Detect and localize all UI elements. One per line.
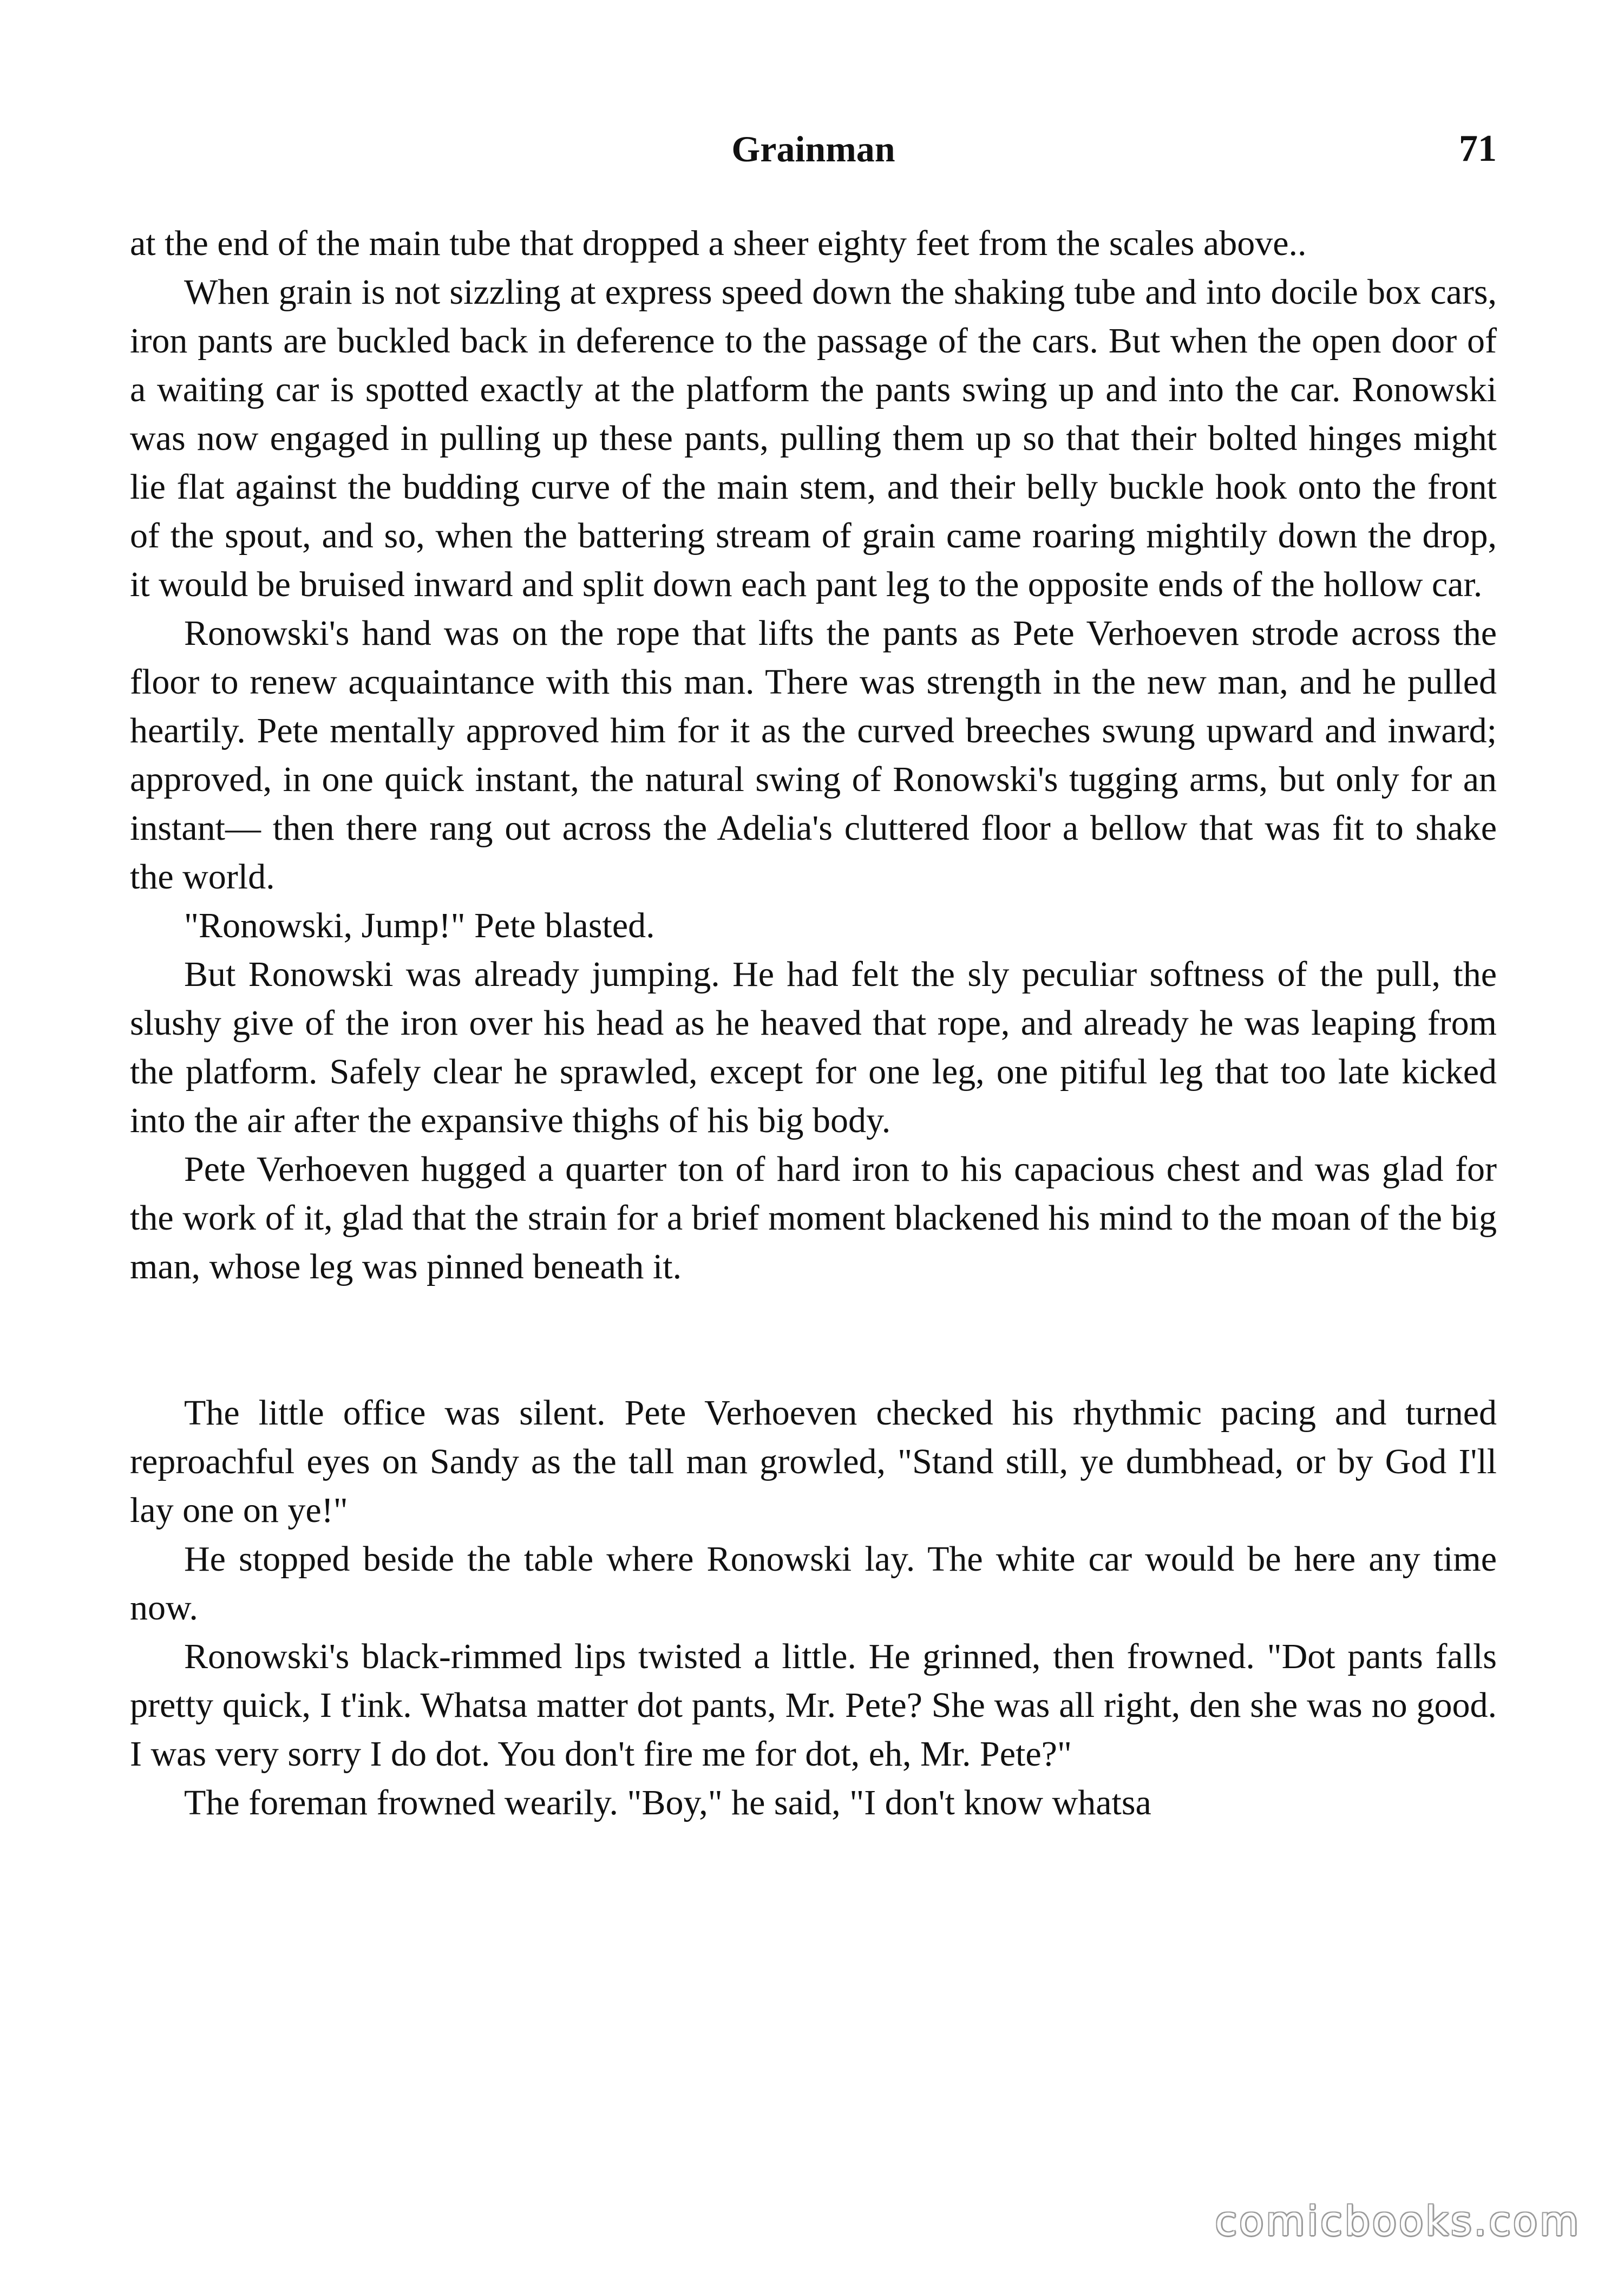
paragraph: at the end of the main tube that dropped a sheer eighty feet from the scales above.. [130, 224, 1307, 263]
paragraph: He stopped beside the table where Ronowski lay. The white car would be here any time now. [130, 1539, 1497, 1628]
body-text [130, 219, 1497, 1827]
paragraph: The foreman frowned wearily. "Boy," he said, "I don't know whatsa [184, 1783, 1151, 1822]
paragraph: Pete Verhoeven hugged a quarter ton of hard iron to his capacious chest and was glad for the work of it, glad that the strain for a brief moment blackened his mind to the moan of the big man, whose leg was pinned beneath it. [130, 1149, 1497, 1286]
paragraph: But Ronowski was already jumping. He had felt the sly peculiar softness of the pull, the slushy give of the iron over his head as he heaved that rope, and already he was leaping from the platform. Safely clear he sprawled, except for one leg, one pitiful leg that too late kicked into the air after the expansive thighs of his big body. [130, 955, 1497, 1140]
watermark: comicbooks.com [1215, 2198, 1581, 2245]
paragraph: The little office was silent. Pete Verhoeven checked his rhythmic pacing and turned reproachful eyes on Sandy as the tall man growled, "Stand still, ye dumbhead, or by God I'll lay one on ye!" [130, 1393, 1497, 1530]
paragraph: "Ronowski, Jump!" Pete blasted. [184, 906, 655, 945]
paragraph: Ronowski's hand was on the rope that lifts the pants as Pete Verhoeven strode across the floor to renew acquaintance with this man. There was strength in the new man, and he pulled heartily. Pete mentally approved him for it as the curved breeches swung upward and inward; approved, in one quick instant, the natural swing of Ronowski's tugging arms, but only for an instant— then there rang out across the Adelia's cluttered floor a bellow that was fit to shake the world. [130, 613, 1497, 897]
page-number: 71 [1459, 128, 1497, 169]
page-header [130, 122, 1497, 181]
running-head: Grainman [731, 128, 895, 169]
section-break [130, 1291, 1497, 1389]
paragraph: When grain is not sizzling at express speed down the shaking tube and into docile box cars, iron pants are buckled back in deference to the passage of the cars. But when the open door of a waiting car is spotted exactly at the platform the pants swing up and into the car. Ronowski was now engaged in pulling up these pants, pulling them up so that their bolted hinges might lie flat against the budding curve of the main stem, and their belly buckle hook onto the front of the spout, and so, when the battering stream of grain came roaring mightily down the drop, it would be bruised inward and split down each pant leg to the opposite ends of the hollow car. [130, 272, 1497, 604]
paragraph: Ronowski's black-rimmed lips twisted a little. He grinned, then frowned. "Dot pants falls pretty quick, I t'ink. Whatsa matter dot pants, Mr. Pete? She was all right, den she was no good. I was very sorry I do dot. You don't fire me for dot, eh, Mr. Pete?" [130, 1637, 1497, 1774]
